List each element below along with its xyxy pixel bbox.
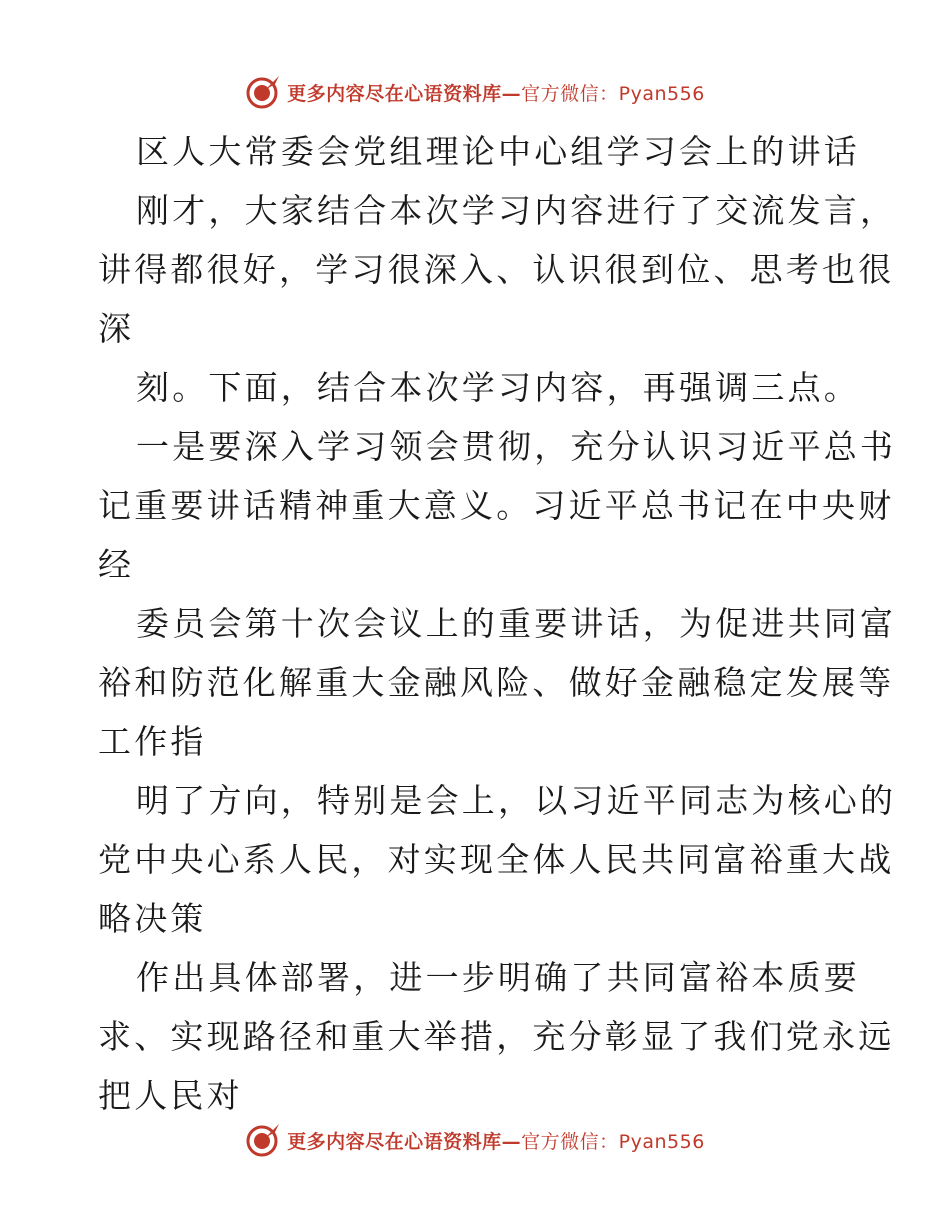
text-line: 工作指 xyxy=(98,722,207,761)
text-line: 经 xyxy=(98,545,135,584)
document-body xyxy=(98,122,897,1125)
text-line: 党中央心系人民，对实现全体人民共同富裕重大战 xyxy=(98,840,895,879)
text-line: 记重要讲话精神重大意义。习近平总书记在中央财 xyxy=(98,486,895,525)
text-line: 把人民对 xyxy=(98,1076,243,1115)
text-line: 明了方向，特别是会上，以习近平同志为核心的 xyxy=(136,781,897,820)
text-line: 略决策 xyxy=(98,899,207,938)
banner-wechat: 官方微信：Pyan556 xyxy=(521,82,705,105)
text-line: 刚才，大家结合本次学习内容进行了交流发言， xyxy=(136,191,897,230)
text-line: 一是要深入学习领会贯彻，充分认识习近平总书 xyxy=(136,427,897,466)
footer-banner xyxy=(0,1120,950,1160)
quill-logo-icon xyxy=(245,1122,281,1158)
text-line: 区人大常委会党组理论中心组学习会上的讲话 xyxy=(136,132,860,171)
banner-text: 更多内容尽在心语资料库— xyxy=(287,82,522,105)
banner-wechat: 官方微信：Pyan556 xyxy=(521,1130,705,1153)
text-line: 求、实现路径和重大举措，充分彰显了我们党永远 xyxy=(98,1017,895,1056)
text-line: 作出具体部署，进一步明确了共同富裕本质要 xyxy=(136,958,860,997)
banner-text: 更多内容尽在心语资料库— xyxy=(287,1130,522,1153)
header-banner xyxy=(0,72,950,112)
text-line: 裕和防范化解重大金融风险、做好金融稳定发展等 xyxy=(98,663,895,702)
text-line: 刻。下面，结合本次学习内容，再强调三点。 xyxy=(136,368,860,407)
quill-logo-icon xyxy=(245,74,281,110)
text-line: 深 xyxy=(98,309,135,348)
text-line: 委员会第十次会议上的重要讲话，为促进共同富 xyxy=(136,604,897,643)
text-line: 讲得都很好，学习很深入、认识很到位、思考也很 xyxy=(98,250,895,289)
